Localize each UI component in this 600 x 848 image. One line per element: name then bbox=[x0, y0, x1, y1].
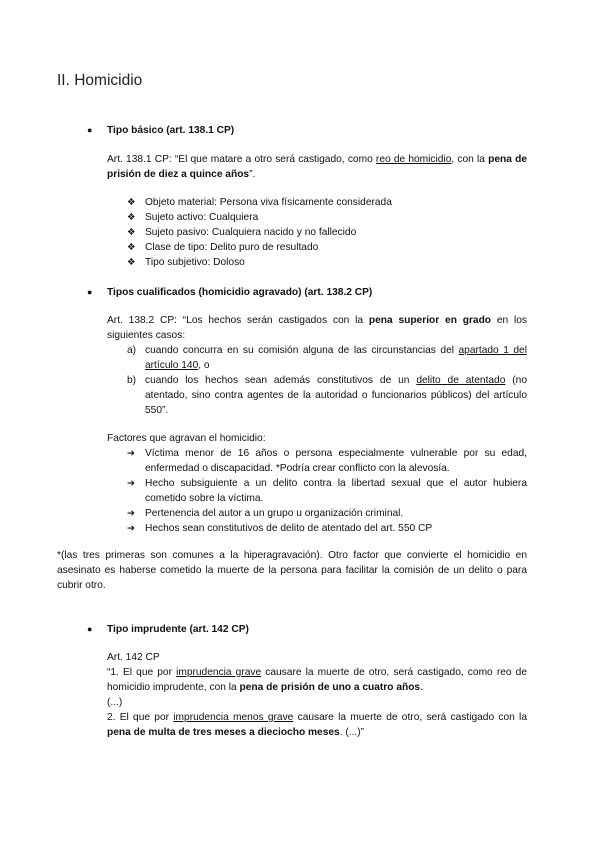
underlined-term: imprudencia menos grave bbox=[173, 712, 294, 723]
case-text: cuando los hechos sean además constitutivos de un bbox=[145, 375, 417, 386]
characteristics-list bbox=[127, 195, 527, 270]
list-item: ❖ Tipo subjetivo: Doloso bbox=[127, 255, 527, 270]
quote-text: . bbox=[420, 682, 423, 693]
bold-term: pena de prisión de uno a cuatro años bbox=[239, 682, 421, 693]
quote-text: 2. El que por bbox=[107, 712, 174, 723]
bold-term: pena de prisión de diez a quince años bbox=[107, 154, 527, 180]
quote-text: Art. 138.1 CP: “El que matare a otro será castigado, como bbox=[107, 154, 376, 165]
heading-text: Tipos cualificados (homicidio agravado) (art. 138.2 CP) bbox=[107, 287, 373, 298]
section-heading-tipo-imprudente bbox=[87, 622, 249, 637]
list-marker: b) bbox=[127, 375, 137, 386]
footnote-paragraph: *(las tres primeras son comunes a la hiperagravación). Otro factor que convierte el homicidio en asesinato es haberse cometido la muerte de la persona para facilitar la comisión de un delito o para cubrir otro. bbox=[57, 550, 527, 591]
quote-art-138-2 bbox=[107, 313, 527, 343]
quote-text: . (...)” bbox=[339, 727, 365, 738]
quote-text: Art. 138.2 CP: “Los hechos serán castigados con la bbox=[107, 315, 369, 326]
section-heading-tipo-basico bbox=[87, 123, 235, 138]
list-item: ❖ Sujeto activo: Cualquiera bbox=[127, 210, 527, 225]
quote-text: ”. bbox=[249, 169, 256, 180]
quote-text: , con la bbox=[451, 154, 489, 165]
list-item: ➔ Hecho subsiguiente a un delito contra la libertad sexual que el autor hubiera cometido sobre la víctima. bbox=[127, 476, 527, 506]
article-label: Art. 142 CP bbox=[107, 652, 160, 663]
list-item: ➔ Víctima menor de 16 años o persona especialmente vulnerable por su edad, enfermedad o discapacidad. *Podría crear conflicto con la alevosía. bbox=[127, 446, 527, 476]
bullet-dot-icon: ● bbox=[87, 125, 93, 135]
page-title: II. Homicidio bbox=[57, 72, 143, 89]
bullet-dot-icon: ● bbox=[87, 287, 93, 297]
case-text: , o bbox=[198, 360, 210, 371]
bold-term: pena de multa de tres meses a dieciocho meses bbox=[107, 727, 340, 738]
factors-list bbox=[127, 446, 527, 536]
quote-text: causare la muerte de otro, será castigado con la bbox=[293, 712, 527, 723]
list-item bbox=[127, 373, 527, 418]
list-item: ❖ Clase de tipo: Delito puro de resultado bbox=[127, 240, 527, 255]
quote-text: causare la muerte de otro, será castigado, como reo de homicidio imprudente, con la bbox=[107, 667, 527, 693]
quote-text: “1. El que por bbox=[107, 667, 177, 678]
cases-list bbox=[127, 343, 527, 418]
list-item: ❖ Sujeto pasivo: Cualquiera nacido y no fallecido bbox=[127, 225, 527, 240]
list-item: ➔ Hechos sean constitutivos de delito de atentado del art. 550 CP bbox=[127, 521, 527, 536]
heading-text: Tipo imprudente (art. 142 CP) bbox=[107, 624, 249, 635]
underlined-term: apartado 1 del artículo 140 bbox=[145, 345, 527, 371]
list-item: ❖ Objeto material: Persona viva físicamente considerada bbox=[127, 195, 527, 210]
ellipsis: (...) bbox=[107, 697, 123, 708]
list-item bbox=[127, 343, 527, 373]
quote-text: en los siguientes casos: bbox=[107, 315, 528, 341]
bullet-dot-icon: ● bbox=[87, 624, 93, 634]
case-text: cuando concurra en su comisión alguna de las circunstancias del bbox=[145, 345, 459, 356]
bold-term: pena superior en grado bbox=[368, 315, 492, 326]
heading-text: Tipo básico (art. 138.1 CP) bbox=[107, 125, 235, 136]
underlined-term: imprudencia grave bbox=[176, 667, 262, 678]
underlined-term: reo de homicidio bbox=[375, 154, 452, 165]
underlined-term: delito de atentado bbox=[416, 375, 506, 386]
quote-art-142-p1 bbox=[107, 665, 527, 695]
quote-art-138-1 bbox=[107, 152, 527, 182]
list-item: ➔ Pertenencia del autor a un grupo u organización criminal. bbox=[127, 506, 527, 521]
quote-art-142-p2 bbox=[107, 710, 527, 740]
factors-title: Factores que agravan el homicidio: bbox=[107, 433, 266, 444]
section-heading-tipos-cualificados bbox=[87, 285, 373, 300]
case-text: (no atentado, sino contra agentes de la autoridad o funcionarios públicos) del artículo 550”. bbox=[145, 375, 527, 416]
list-marker: a) bbox=[127, 345, 137, 356]
